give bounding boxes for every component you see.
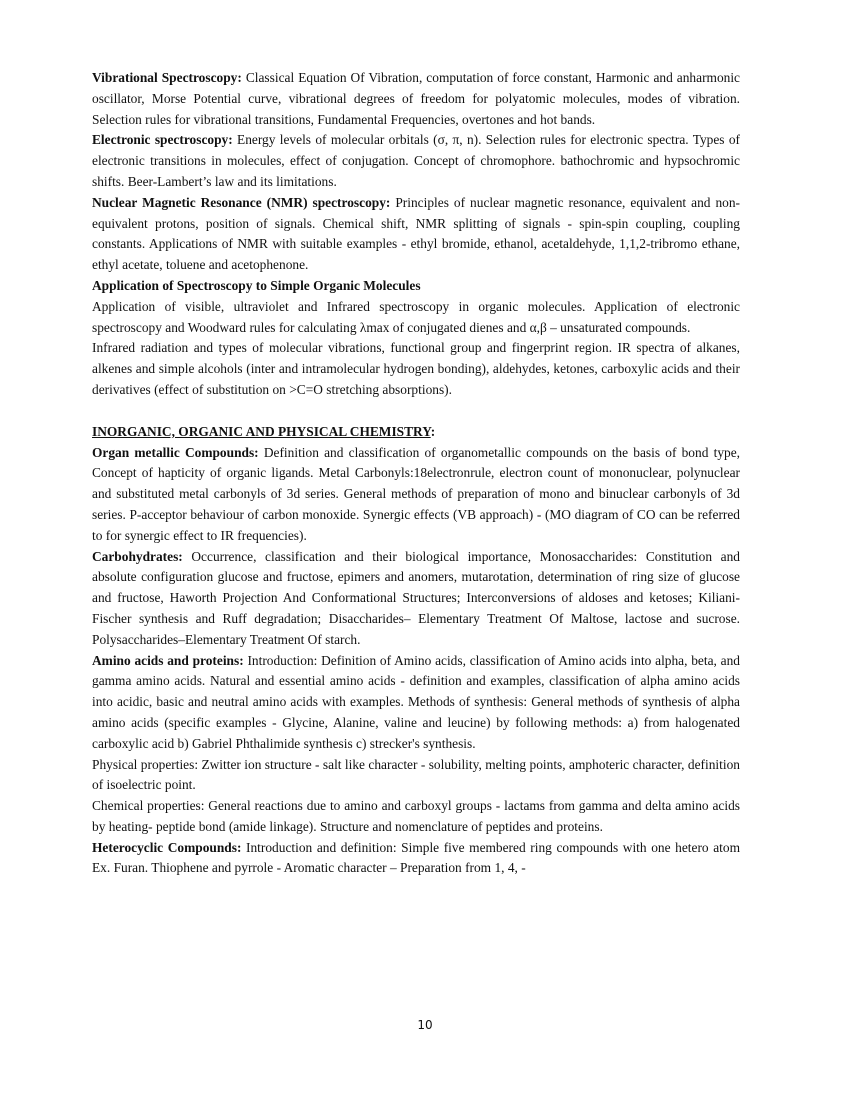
paragraph-heterocyclic-compounds: Heterocyclic Compounds: Introduction and definition: Simple five membered ring compounds with one hetero atom Ex. Furan. Thiophene and pyrrole - Aromatic character – Preparation from 1, 4, - [92,839,740,876]
paragraph-application-heading: Application of Spectroscopy to Simple Organic Molecules [92,277,421,293]
paragraph-infrared-radiation: Infrared radiation and types of molecular vibrations, functional group and fingerprint region. IR spectra of alkanes, alkenes and simple alcohols (inter and intramolecular hydrogen bonding), aldehydes, ketones, carboxylic acids and their derivatives (effect of substitution on >C=O stretching absorptions). [92,340,740,397]
section-title: INORGANIC, ORGANIC AND PHYSICAL CHEMISTRY: [92,423,436,439]
paragraph-electronic-spectroscopy: Electronic spectroscopy: Energy levels of molecular orbitals (σ, π, n). Selection rules for electronic spectra. Types of electronic transitions in molecules, effect of conjugation. Concept of chromophore. bathochromic and hypsochromic shifts. Beer-Lambert’s law and its limitations. [92,132,740,189]
page-number: 10 [417,1018,433,1032]
paragraph-application-uv-visible: Application of visible, ultraviolet and Infrared spectroscopy in organic molecules. Application of electronic spectroscopy and Woodward rules for calculating λmax of conjugated dienes and α,β – unsaturated compounds. [92,298,740,335]
document-body [92,68,740,879]
paragraph-carbohydrates: Carbohydrates: Occurrence, classification and their biological importance, Monosaccharides: Constitution and absolute configuration glucose and fructose, epimers and anomers, mutarotation, determination of ring size of glucose and fructose, Haworth Projection And Conformational Structures; Interconversions of aldoses and ketoses; Kiliani-Fischer synthesis and Ruff degradation; Disaccharides– Elementary Treatment Of Maltose, lactose and sucrose. Polysaccharides–Elementary Treatment Of starch. [92,548,740,647]
paragraph-physical-properties: Physical properties: Zwitter ion structure - salt like character - solubility, melting points, amphoteric character, definition of isoelectric point. [92,756,740,793]
paragraph-vibrational-spectroscopy: Vibrational Spectroscopy: Classical Equation Of Vibration, computation of force constant, Harmonic and anharmonic oscillator, Morse Potential curve, vibrational degrees of freedom for polyatomic molecules, modes of vibration. Selection rules for vibrational transitions, Fundamental Frequencies, overtones and hot bands. [92,70,741,127]
paragraph-chemical-properties: Chemical properties: General reactions due to amino and carboxyl groups - lactams from gamma and delta amino acids by heating- peptide bond (amide linkage). Structure and nomenclature of peptides and proteins. [92,798,740,834]
section-spacer [92,401,740,422]
paragraph-amino-acids-proteins: Amino acids and proteins: Introduction: Definition of Amino acids, classification of Amino acids into alpha, beta, and gamma amino acids. Natural and essential amino acids - definition and examples, classification of alpha amino acids into acidic, basic and neutral amino acids with examples. Methods of synthesis: General methods of synthesis of alpha amino acids (specific examples - Glycine, Alanine, valine and leucine) by following methods: a) from halogenated carboxylic acid b) Gabriel Phthalimide synthesis c) strecker's synthesis. [92,652,740,751]
paragraph-nmr-spectroscopy: Nuclear Magnetic Resonance (NMR) spectroscopy: Principles of nuclear magnetic resonance, equivalent and non-equivalent protons, position of signals. Chemical shift, NMR splitting of signals - spin-spin coupling, coupling constants. Applications of NMR with suitable examples - ethyl bromide, ethanol, acetaldehyde, 1,1,2-tribromo ethane, ethyl acetate, toluene and acetophenone. [92,194,740,273]
paragraph-organometallic-compounds: Organ metallic Compounds: Definition and classification of organometallic compounds on the basis of bond type, Concept of hapticity of organic ligands. Metal Carbonyls:18electronrule, electron count of mononuclear, polynuclear and substituted metal carbonyls of 3d series. General methods of preparation of mono and binuclear carbonyls of 3d series. P-acceptor behaviour of carbon monoxide. Synergic effects (VB approach) - (MO diagram of CO can be referred to for synergic effect to IR frequencies). [92,444,740,543]
